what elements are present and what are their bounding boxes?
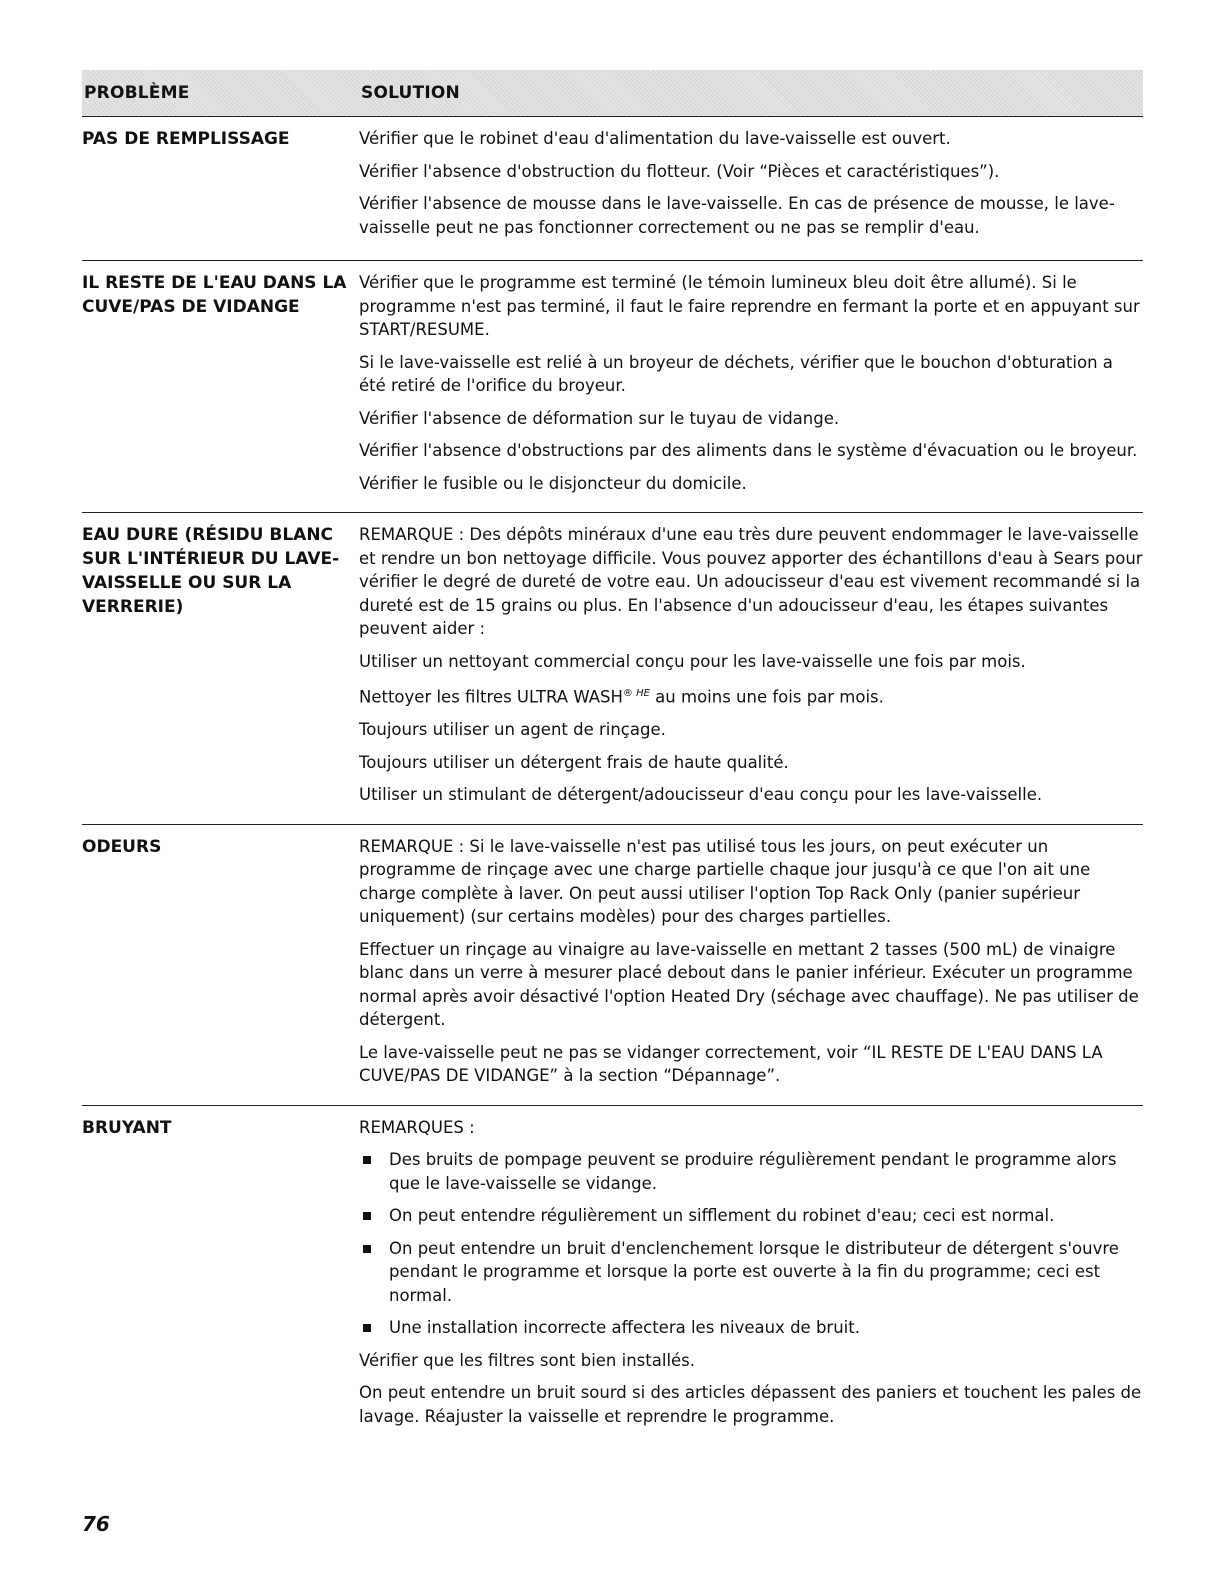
solution-text: Le lave-vaisselle peut ne pas se vidanger correctement, voir “IL RESTE DE L'EAU DANS LA CUVE/PAS DE VIDANGE” à la section “Dépannage”. <box>359 1042 1103 1085</box>
header-problem-cell <box>82 83 361 103</box>
header-problem-label: PROBLÈME <box>84 83 190 103</box>
solution-text: Utiliser un stimulant de détergent/adoucisseur d'eau conçu pour les lave-vaisselle. <box>359 785 1043 804</box>
list-item <box>359 1316 1143 1340</box>
filters-text-before: Nettoyer les filtres ULTRA WASH <box>359 687 623 707</box>
list-item <box>359 1237 1143 1308</box>
table-row-noisy <box>82 1106 1143 1446</box>
list-item-text: Des bruits de pompage peuvent se produire régulièrement pendant le programme alors que le lave-vaisselle se vidange. <box>389 1150 1117 1193</box>
problem-label: IL RESTE DE L'EAU DANS LA CUVE/PAS DE VIDANGE <box>82 273 347 317</box>
page-number: 76 <box>82 1512 110 1536</box>
table-row-hard-water <box>82 513 1143 825</box>
square-bullet-icon <box>363 1324 371 1332</box>
solution-text: REMARQUE : Si le lave-vaisselle n'est pas utilisé tous les jours, on peut exécuter un programme de rinçage avec une charge partielle chaque jour jusqu'à ce que l'on ait une charge complète à laver. On peut aussi utiliser l'option Top Rack Only (panier supérieur uniquement) (sur certains modèles) pour des charges partielles. <box>359 836 1091 926</box>
solution-cell <box>359 1106 1143 1446</box>
table-header <box>82 70 1143 117</box>
solution-cell <box>359 117 1143 260</box>
remarks-list <box>359 1148 1143 1340</box>
problem-label: BRUYANT <box>82 1117 172 1138</box>
header-solution-label: SOLUTION <box>361 83 460 103</box>
solution-cell <box>359 513 1143 824</box>
solution-text: Toujours utiliser un agent de rinçage. <box>359 720 666 739</box>
list-item <box>359 1204 1143 1228</box>
solution-text: Utiliser un nettoyant commercial conçu pour les lave-vaisselle une fois par mois. <box>359 651 1026 671</box>
solution-text: Vérifier que le programme est terminé (le témoin lumineux bleu doit être allumé). Si le programme n'est pas terminé, il faut le faire reprendre en fermant la porte et en appuyant sur START/RESUME. <box>359 273 1140 339</box>
solution-text: Vérifier l'absence d'obstructions par des aliments dans le système d'évacuation ou le broyeur. <box>359 441 1138 460</box>
solution-cell <box>359 825 1143 1105</box>
table-row-no-fill <box>82 117 1143 261</box>
solution-text: Vérifier que les filtres sont bien installés. <box>359 1350 696 1370</box>
list-item-text: On peut entendre régulièrement un sifflement du robinet d'eau; ceci est normal. <box>389 1206 1055 1225</box>
solution-cell <box>359 261 1143 512</box>
filters-line <box>359 682 1143 709</box>
problem-label: PAS DE REMPLISSAGE <box>82 129 290 149</box>
list-item-text: Une installation incorrecte affectera les niveaux de bruit. <box>389 1318 860 1337</box>
solution-text: Vérifier le fusible ou le disjoncteur du domicile. <box>359 473 747 493</box>
square-bullet-icon <box>363 1245 371 1253</box>
trademark-superscript: ® HE <box>622 688 650 699</box>
table-row-no-drain <box>82 261 1143 513</box>
remarks-intro: REMARQUES : <box>359 1117 475 1137</box>
solution-text: Effectuer un rinçage au vinaigre au lave-vaisselle en mettant 2 tasses (500 mL) de vinaigre blanc dans un verre à mesurer placé debout dans le panier inférieur. Exécuter un programme normal après avoir désactivé l'option Heated Dry (séchage avec chauffage). Ne pas utiliser de détergent. <box>359 939 1139 1029</box>
list-item-text: On peut entendre un bruit d'enclenchement lorsque le distributeur de détergent s'ouvre pendant le programme et lorsque la porte est ouverte à la fin du programme; ceci est normal. <box>389 1238 1119 1305</box>
problem-label: ODEURS <box>82 836 162 857</box>
filters-text-after: au moins une fois par mois. <box>649 687 884 707</box>
solution-text: Toujours utiliser un détergent frais de haute qualité. <box>359 752 789 772</box>
solution-text: Vérifier l'absence d'obstruction du flotteur. (Voir “Pièces et caractéristiques”). <box>359 161 1000 181</box>
solution-text: Vérifier l'absence de déformation sur le tuyau de vidange. <box>359 408 840 428</box>
solution-text: Vérifier l'absence de mousse dans le lave-vaisselle. En cas de présence de mousse, le lave-vaisselle peut ne pas fonctionner correctement ou ne pas se remplir d'eau. <box>359 194 1115 237</box>
list-item <box>359 1148 1143 1195</box>
solution-text: REMARQUE : Des dépôts minéraux d'une eau très dure peuvent endommager le lave-vaisselle et rendre un bon nettoyage difficile. Vous pouvez apporter des échantillons d'eau à Sears pour vérifier le degré de dureté de votre eau. Un adoucisseur d'eau est vivement recommandé si la dureté est de 15 grains ou plus. En l'absence d'un adoucisseur d'eau, les étapes suivantes peuvent aider : <box>359 525 1143 638</box>
troubleshooting-table <box>82 70 1143 1445</box>
solution-text: Si le lave-vaisselle est relié à un broyeur de déchets, vérifier que le bouchon d'obturation a été retiré de l'orifice du broyeur. <box>359 352 1113 395</box>
header-solution-cell <box>361 83 460 103</box>
solution-text: On peut entendre un bruit sourd si des articles dépassent des paniers et touchent les pales de lavage. Réajuster la vaisselle et reprendre le programme. <box>359 1383 1142 1426</box>
problem-label: EAU DURE (RÉSIDU BLANC SUR L'INTÉRIEUR DU LAVE-VAISSELLE OU SUR LA VERRERIE) <box>82 525 340 617</box>
solution-text: Vérifier que le robinet d'eau d'alimentation du lave-vaisselle est ouvert. <box>359 129 951 148</box>
table-row-odors <box>82 825 1143 1106</box>
square-bullet-icon <box>363 1156 371 1164</box>
square-bullet-icon <box>363 1212 371 1220</box>
